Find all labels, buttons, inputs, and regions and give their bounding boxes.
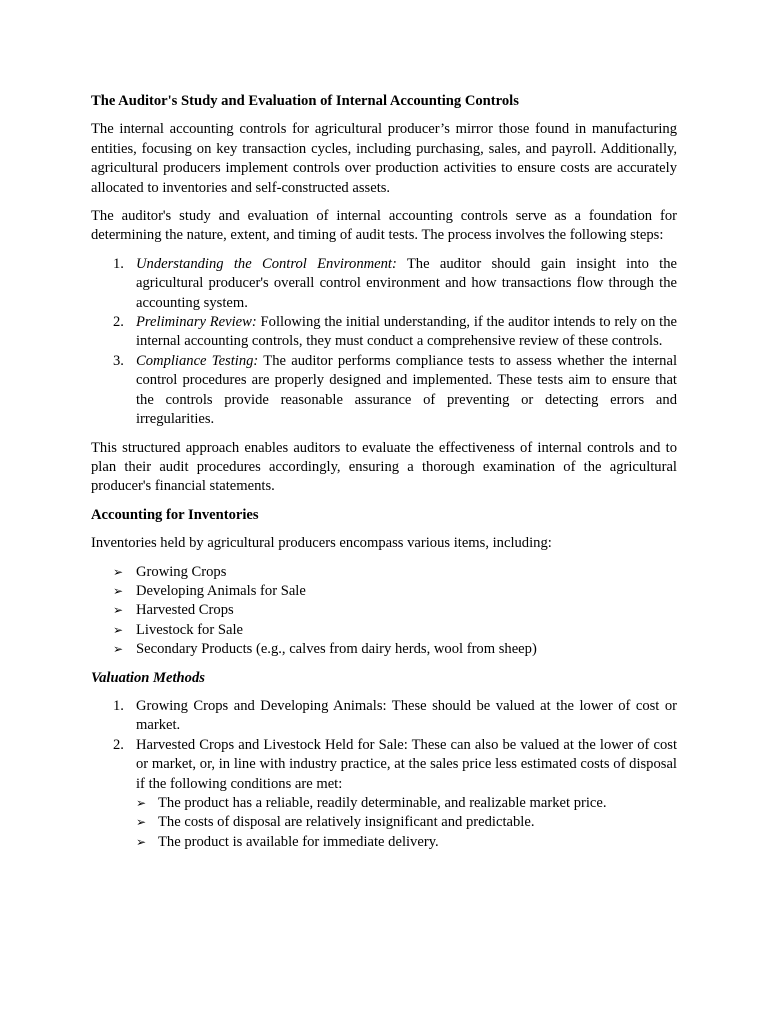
paragraph-controls-intro: The internal accounting controls for agricultural producer’s mirror those found in manufacturing entities, focusing on key transaction cycles, including purchasing, sales, and payroll. Additionally, agricultural producers implement controls over production activities to ensure costs are accurately allocated to inventories and self-constructed assets.	[91, 121, 677, 196]
condition-text: The product has a reliable, readily determinable, and realizable market price.	[158, 795, 607, 811]
valuation-methods-list	[91, 697, 677, 852]
list-item	[91, 582, 677, 601]
list-item-text: Developing Animals for Sale	[136, 582, 306, 599]
list-item	[91, 352, 677, 430]
list-item-text: Harvested Crops	[136, 602, 234, 619]
arrow-bullet-icon: ➢	[113, 603, 124, 618]
list-item-text: Growing Crops	[136, 563, 227, 580]
step-term: Understanding the Control Environment:	[136, 255, 397, 272]
list-item	[91, 255, 677, 313]
list-item	[91, 640, 677, 659]
list-item	[91, 621, 677, 640]
list-number: 3.	[113, 352, 124, 369]
section-heading-valuation-methods: Valuation Methods	[91, 669, 205, 686]
arrow-bullet-icon: ➢	[113, 564, 124, 579]
list-item	[91, 736, 677, 852]
conditions-list	[136, 794, 677, 852]
list-item	[136, 794, 677, 813]
arrow-bullet-icon: ➢	[136, 834, 147, 849]
arrow-bullet-icon: ➢	[113, 622, 124, 637]
step-term: Preliminary Review:	[136, 314, 257, 331]
list-item-text: Livestock for Sale	[136, 621, 243, 638]
list-item	[91, 697, 677, 736]
arrow-bullet-icon: ➢	[113, 583, 124, 598]
arrow-bullet-icon: ➢	[113, 642, 124, 657]
paragraph-evaluation-steps-intro: The auditor's study and evaluation of internal accounting controls serve as a foundation for determining the nature, extent, and timing of audit tests. The process involves the following steps:	[91, 208, 677, 244]
step-text: Following the initial understanding, if the auditor intends to rely on the internal accounting controls, they must conduct a comprehensive review of these controls.	[136, 314, 677, 350]
list-item	[91, 601, 677, 620]
list-number: 1.	[113, 255, 124, 272]
list-number: 2.	[113, 314, 124, 331]
list-item	[136, 813, 677, 832]
inventory-items-list	[91, 563, 677, 660]
list-item	[91, 313, 677, 352]
paragraph-structured-approach: This structured approach enables auditors to evaluate the effectiveness of internal controls and to plan their audit procedures accordingly, ensuring a thorough examination of the agricultural producer's financial statements.	[91, 439, 677, 495]
arrow-bullet-icon: ➢	[136, 815, 147, 830]
method-text: Growing Crops and Developing Animals: These should be valued at the lower of cost or market.	[136, 697, 677, 734]
paragraph-inventories-intro: Inventories held by agricultural producers encompass various items, including:	[91, 535, 552, 552]
section-heading-inventories: Accounting for Inventories	[91, 506, 259, 523]
section-heading-internal-controls: The Auditor's Study and Evaluation of Internal Accounting Controls	[91, 93, 519, 109]
step-text: The auditor should gain insight into the agricultural producer's overall control environment and how transactions flow through the accounting system.	[136, 255, 677, 311]
list-number: 1.	[113, 697, 124, 714]
list-item	[136, 833, 677, 852]
condition-text: The product is available for immediate delivery.	[158, 833, 439, 850]
method-text: Harvested Crops and Livestock Held for Sale: These can also be valued at the lower of cost or market, or, in line with industry practice, at the sales price less estimated costs of disposal if the following conditions are met:	[136, 736, 677, 792]
condition-text: The costs of disposal are relatively insignificant and predictable.	[158, 814, 535, 831]
list-number: 2.	[113, 736, 124, 753]
list-item	[91, 563, 677, 582]
document-page	[91, 92, 677, 861]
step-term: Compliance Testing:	[136, 352, 259, 369]
list-item-text: Secondary Products (e.g., calves from dairy herds, wool from sheep)	[136, 641, 537, 658]
audit-steps-list	[91, 255, 677, 430]
arrow-bullet-icon: ➢	[136, 796, 147, 810]
step-text: The auditor performs compliance tests to assess whether the internal control procedures are properly designed and implemented. These tests aim to ensure that the controls provide reasonable assurance of preventing or detecting errors and irregularities.	[136, 352, 678, 428]
